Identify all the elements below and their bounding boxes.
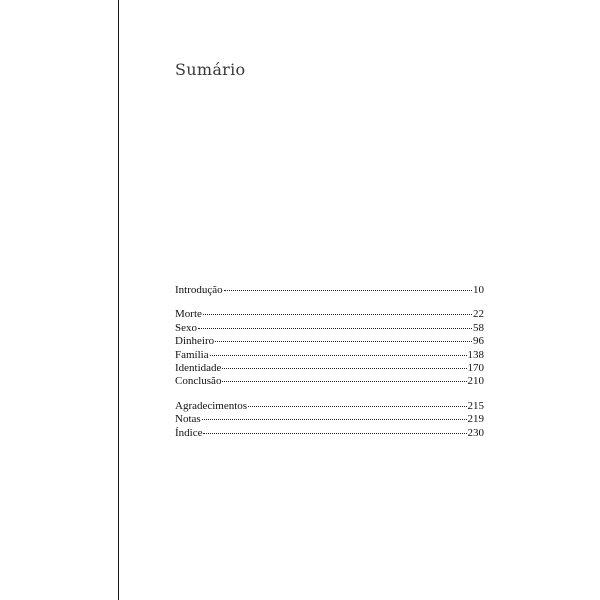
toc-dot-leader [224, 289, 472, 291]
toc-entry [175, 284, 484, 297]
toc-entry [175, 362, 484, 375]
toc-entry [175, 375, 484, 388]
page-title: Sumário [175, 60, 246, 79]
toc-entry [175, 308, 484, 321]
toc-entry [175, 335, 484, 348]
toc-entry [175, 349, 484, 362]
toc-entry-page: 58 [473, 321, 484, 334]
toc-group-intro [175, 284, 484, 297]
toc-dot-leader [222, 367, 466, 369]
toc-dot-leader [222, 380, 466, 382]
toc-entry-page: 219 [467, 413, 484, 426]
toc-entry-label: Notas [175, 413, 201, 426]
toc-entry [175, 413, 484, 426]
toc-dot-leader [203, 432, 466, 434]
toc-entry-label: Sexo [175, 321, 197, 334]
toc-entry-label: Dinheiro [175, 335, 215, 348]
toc-entry-page: 138 [467, 348, 484, 361]
toc-entry-label: Identidade [175, 361, 222, 374]
toc-group-chapters [175, 308, 484, 388]
toc-entry-page: 22 [473, 308, 484, 321]
toc-dot-leader [203, 313, 472, 315]
table-of-contents [175, 284, 484, 440]
toc-entry [175, 400, 484, 413]
toc-entry [175, 322, 484, 335]
toc-dot-leader [202, 418, 467, 420]
toc-dot-leader [198, 327, 472, 329]
toc-dot-leader [215, 340, 472, 342]
toc-entry-page: 10 [473, 284, 484, 296]
toc-entry-label: Índice [175, 426, 203, 439]
toc-entry-label: Introdução [175, 284, 223, 296]
toc-entry-page: 96 [473, 335, 484, 348]
toc-dot-leader [210, 354, 467, 356]
toc-dot-leader [248, 405, 466, 407]
toc-entry-page: 170 [467, 361, 484, 374]
toc-entry-label: Morte [175, 308, 202, 321]
toc-entry-page: 230 [467, 426, 484, 439]
toc-entry-label: Família [175, 348, 209, 361]
toc-entry-page: 215 [467, 399, 484, 412]
toc-entry [175, 427, 484, 440]
toc-entry-label: Conclusão [175, 375, 222, 388]
toc-entry-label: Agradecimentos [175, 399, 248, 412]
page-spine-line [118, 0, 119, 600]
toc-entry-page: 210 [467, 375, 484, 388]
toc-group-backmatter [175, 400, 484, 440]
